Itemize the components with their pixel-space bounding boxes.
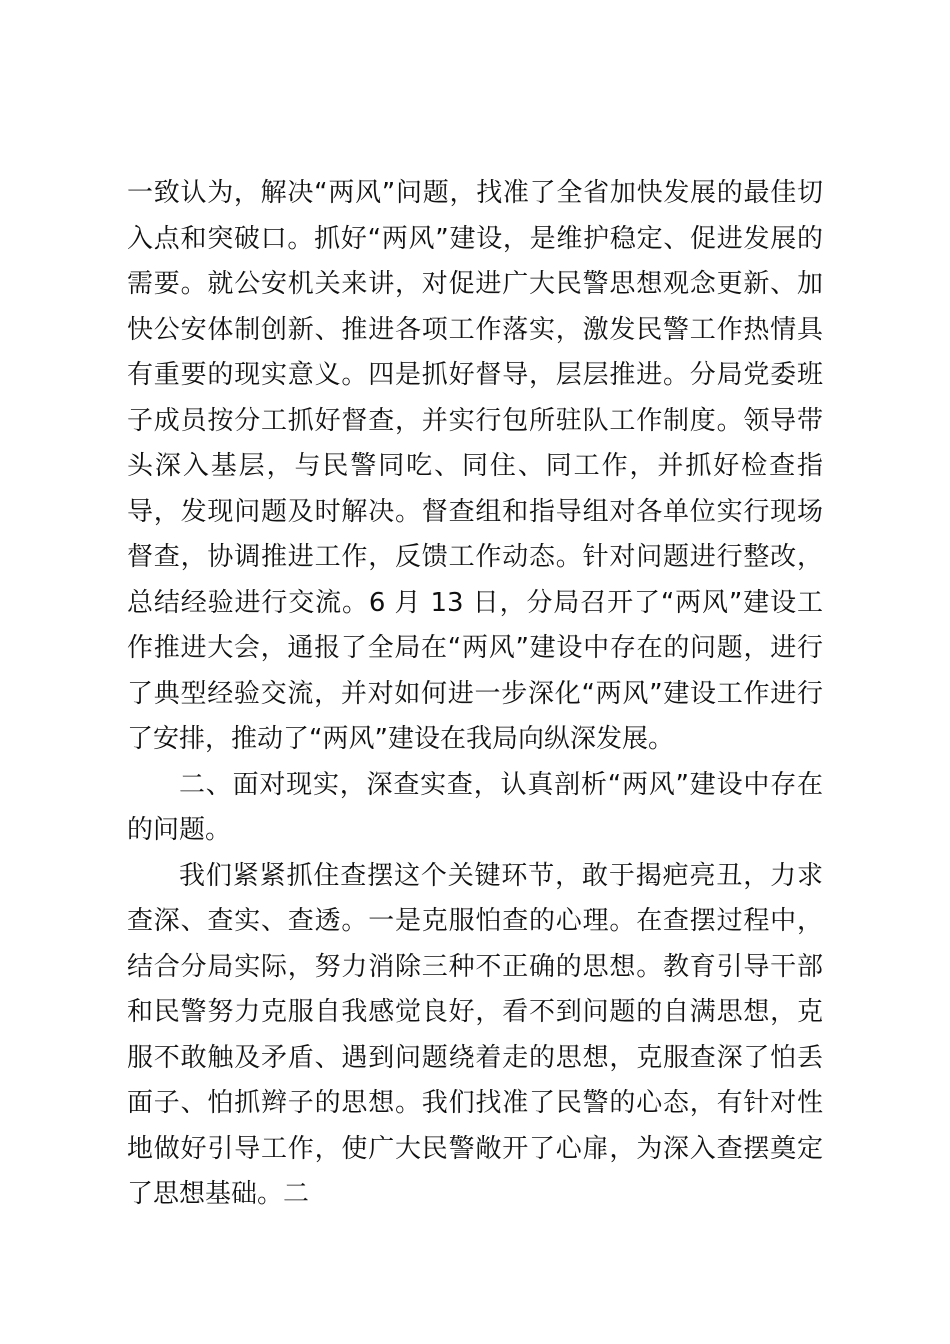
paragraph-2-section-heading: 二、面对现实，深查实查，认真剖析“两风”建设中存在的问题。 (127, 769, 823, 845)
document-body (127, 171, 823, 1218)
paragraph-1: 一致认为，解决“两风”问题，找准了全省加快发展的最佳切入点和突破口。抓好“两风”建设，是维护稳定、促进发展的需要。就公安机关来讲，对促进广大民警思想观念更新、加快公安体制创新、推进各项工作落实，激发民警工作热情具有重要的现实意义。四是抓好督导，层层推进。分局党委班子成员按分工抓好督查，并实行包所驻队工作制度。领导带头深入基层，与民警同吃、同住、同工作，并抓好检查指导，发现问题及时解决。督查组和指导组对各单位实行现场督查，协调推进工作，反馈工作动态。针对问题进行整改，总结经验进行交流。6 月 13 日，分局召开了“两风”建设工作推进大会，通报了全局在“两风”建设中存在的问题，进行了典型经验交流，并对如何进一步深化“两风”建设工作进行了安排，推动了“两风”建设在我局向纵深发展。 (127, 178, 823, 754)
paragraph-3: 我们紧紧抓住查摆这个关键环节，敢于揭疤亮丑，力求查深、查实、查透。一是克服怕查的心理。在查摆过程中，结合分局实际，努力消除三种不正确的思想。教育引导干部和民警努力克服自我感觉良好，看不到问题的自满思想，克服不敢触及矛盾、遇到问题绕着走的思想，克服查深了怕丢面子、怕抓辫子的思想。我们找准了民警的心态，有针对性地做好引导工作，使广大民警敞开了心扉，为深入查摆奠定了思想基础。二 (127, 860, 823, 1209)
